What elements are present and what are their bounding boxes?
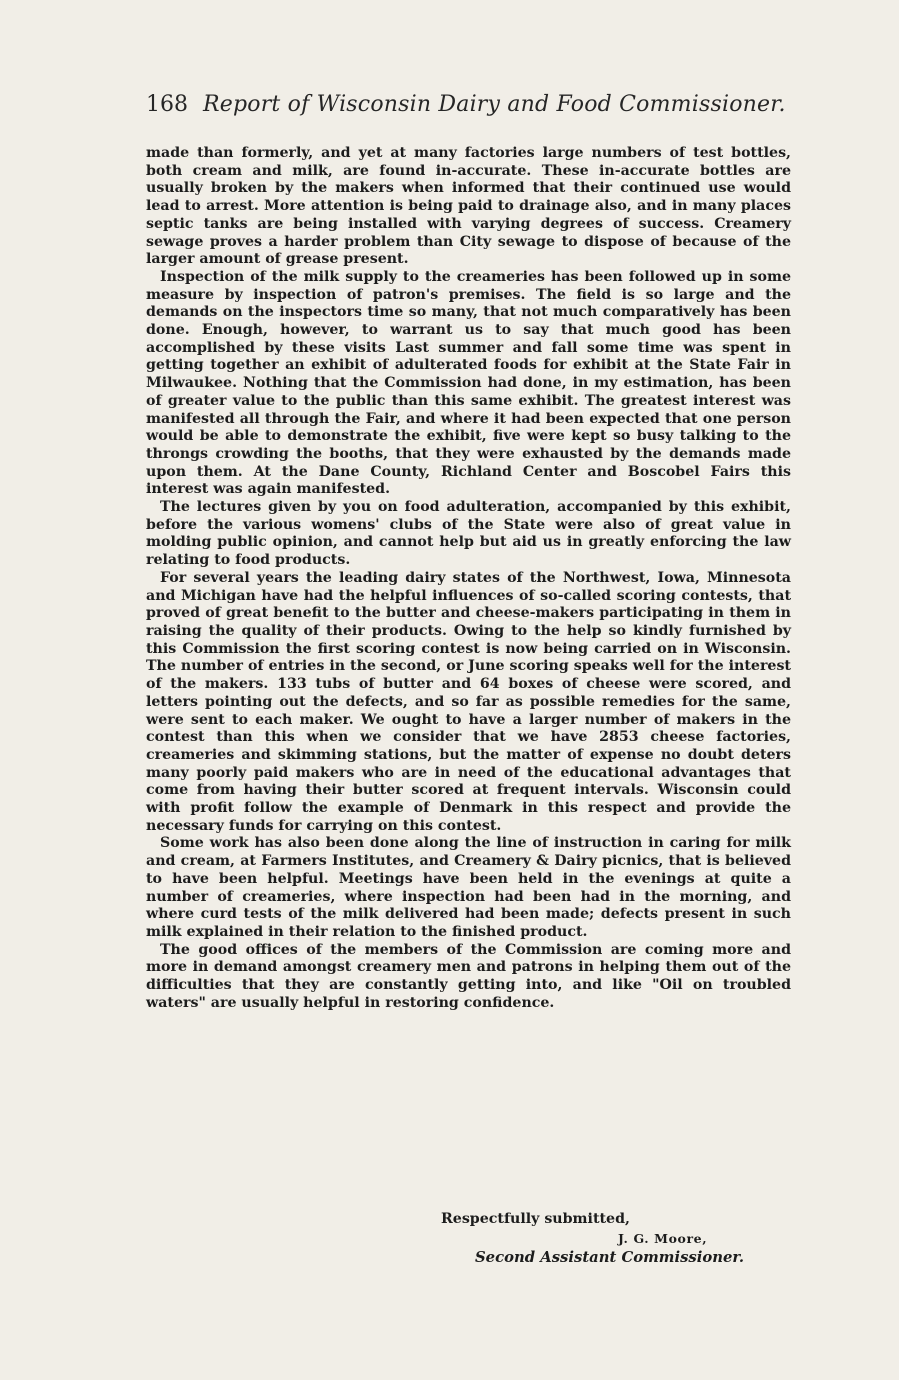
page-number: 168 — [146, 92, 188, 117]
paragraph-3: The lectures given by you on food adulteration, accompanied by this exhibit, before the various womens' clubs of the State were also of great value in molding public opinion, and cannot help but aid us in greatly enforcing the law relating to food products. — [146, 499, 791, 569]
running-title: Report of Wisconsin Dairy and Food Commissioner. — [203, 92, 786, 117]
paragraph-5: Some work has also been done along the line of instruction in caring for milk and cream, at Farmers Institutes, and Creamery & Dairy picnics, that is believed to have been helpful. Meetings have been held in the evenings at quite a number of creameries, where inspection had been had in the morning, and where curd tests of the milk delivered had been made; defects present in such milk explained in their relation to the finished product. — [146, 835, 791, 940]
body-text — [146, 145, 791, 1012]
salutation: Respectfully submitted, — [441, 1211, 630, 1227]
paragraph-6: The good offices of the members of the Commission are coming more and more in demand amongst creamery men and patrons in helping them out of the difficulties that they are constantly getting into, and like "Oil on troubled waters" are usually helpful in restoring confidence. — [146, 941, 791, 1011]
signatory-name: J. G. Moore, — [618, 1231, 708, 1246]
paragraph-4: For several years the leading dairy states of the Northwest, Iowa, Minnesota and Michigan have had the helpful influences of so-called scoring contests, that proved of great benefit to the butter and cheese-makers participating in them in raising the quality of their products. Owing to the help so kindly furnished by this Commission the first scoring contest is now being carried on in Wisconsin. The number of entries in the second, or June scoring speaks well for the interest of the makers. 133 tubs of butter and 64 boxes of cheese were scored, and letters pointing out the defects, and so far as possible remedies for the same, were sent to each maker. We ought to have a larger number of makers in the contest than this when we consider that we have 2853 cheese factories, creameries and skimming stations, but the matter of expense no doubt deters many poorly paid makers who are in need of the educational advantages that come from having their butter scored at frequent intervals. Wisconsin could with profit follow the example of Denmark in this respect and provide the necessary funds for carrying on this contest. — [146, 569, 791, 834]
paragraph-1: made than formerly, and yet at many factories large numbers of test bottles, both cream and milk, are found in-accurate. These in-accurate bottles are usually broken by the makers when informed that their continued use would lead to arrest. More attention is being paid to drainage also, and in many places septic tanks are being installed with varying degrees of success. Creamery sewage proves a harder problem than City sewage to dispose of because of the larger amount of grease present. — [146, 145, 791, 268]
page-header — [146, 92, 786, 126]
signatory-role: Second Assistant Commissioner. — [475, 1249, 744, 1266]
paragraph-2: Inspection of the milk supply to the creameries has been followed up in some measure by inspection of patron's premises. The field is so large and the demands on the inspectors time so many, that not much comparatively has been done. Enough, however, to warrant us to say that much good has been accomplished by these visits Last summer and fall some time was spent in getting together an exhibit of adulterated foods for exhibit at the State Fair in Milwaukee. Nothing that the Commission had done, in my estimation, has been of greater value to the public than this same exhibit. The greatest interest was manifested all through the Fair, and where it had been expected that one person would be able to demonstrate the exhibit, five were kept so busy talking to the throngs crowding the booths, that they were exhausted by the demands made upon them. At the Dane County, Richland Center and Boscobel Fairs this interest was again manifested. — [146, 268, 791, 498]
